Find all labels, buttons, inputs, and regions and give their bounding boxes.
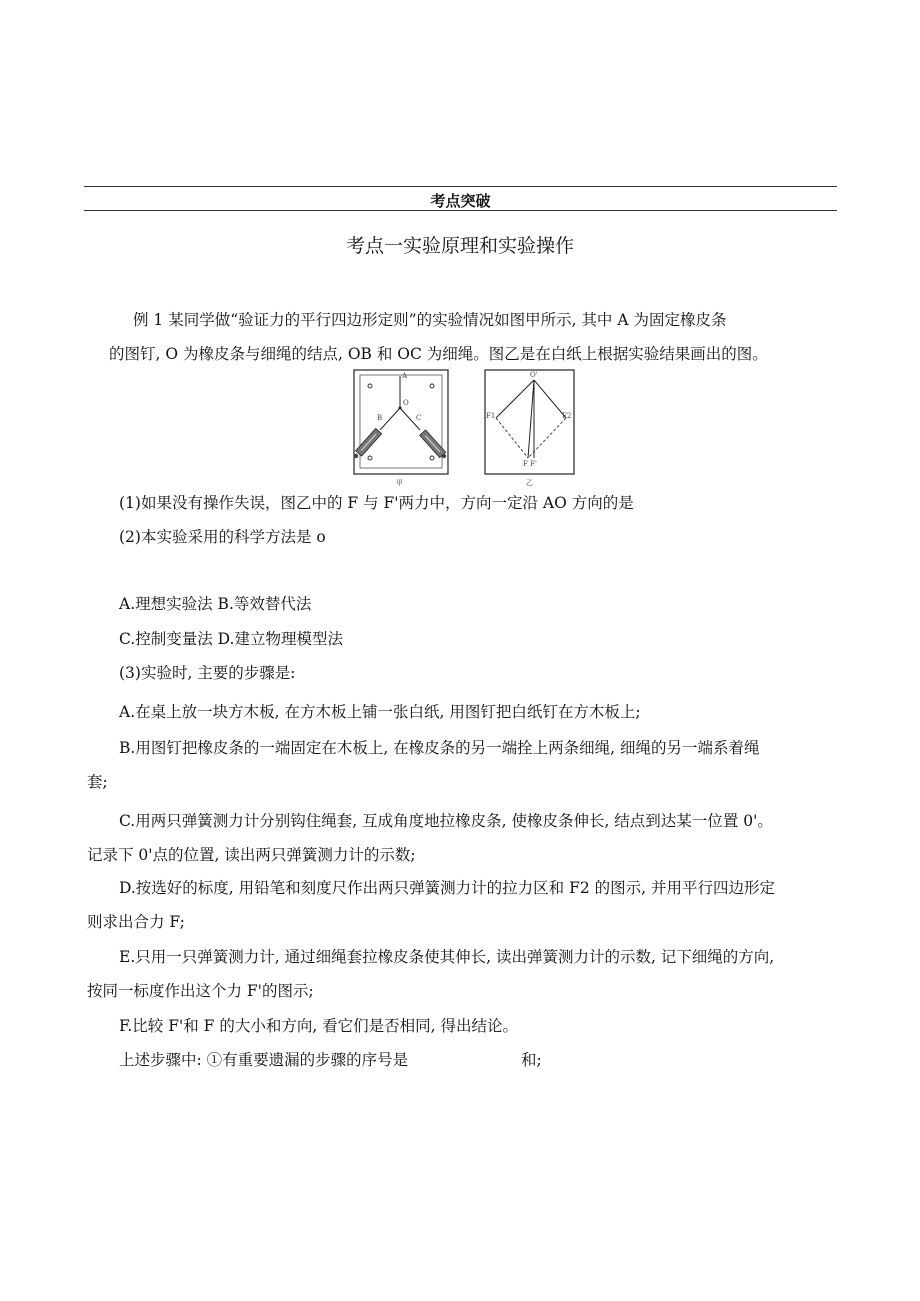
label-o: O [403,399,409,407]
summary-suffix: 和; [521,1051,542,1069]
figure-right [484,368,576,488]
options-line-2: C.控制变量法 D.建立物理模型法 [119,630,343,648]
step-f: F.比较 F'和 F 的大小和方向, 看它们是否相同, 得出结论。 [119,1017,519,1035]
intro-line-2: 的图钉, O 为橡皮条与细绳的结点, OB 和 OC 为细绳。图乙是在白纸上根据实验结果画出的图。 [109,345,768,363]
label-f2: F2 [562,412,572,420]
summary-prefix: 上述步骤中: ①有重要遗漏的步骤的序号是 [119,1051,409,1069]
section-title: 考点一实验原理和实验操作 [345,235,574,257]
question-1: (1)如果没有操作失误，图乙中的 F 与 F'两力中，方向一定沿 AO 方向的是 [119,494,634,512]
label-o-prime: O' [530,371,538,379]
options-line-1: A.理想实验法 B.等效替代法 [119,595,312,613]
step-e-line-1: E.只用一只弹簧测力计, 通过细绳套拉橡皮条使其伸长, 读出弹簧测力计的示数, 记下细绳的方向, [119,948,775,966]
header-bottom-rule [84,210,837,211]
section-header: 考点突破 [430,192,491,210]
step-c-line-2: 记录下 0'点的位置, 读出两只弹簧测力计的示数; [87,846,416,864]
step-b-line-2: 套; [87,773,108,791]
label-f1: F1 [486,412,496,420]
label-a: A [402,372,408,380]
label-c: C [416,414,422,422]
question-2: (2)本实验采用的科学方法是 o [119,528,326,546]
step-e-line-2: 按同一标度作出这个力 F'的图示; [87,982,314,1000]
step-c-line-1: C.用两只弹簧测力计分别钩住绳套, 互成角度地拉橡皮条, 使橡皮条伸长, 结点到达某一位置 0'。 [119,812,773,830]
intro-line-1: 例 1 某同学做“验证力的平行四边形定则”的实验情况如图甲所示, 其中 A 为固定橡皮条 [133,311,727,329]
question-3: (3)实验时, 主要的步骤是: [119,664,296,682]
figure-left [340,368,455,488]
label-f-fprime: F F' [523,460,537,468]
step-d-line-2: 则求出合力 F; [87,913,185,931]
figure-left-diagram [340,368,455,488]
header-top-rule [84,186,837,187]
figure-right-diagram [484,368,576,488]
step-d-line-1: D.按选好的标度, 用铅笔和刻度尺作出两只弹簧测力计的拉力区和 F2 的图示, 并用平行四边形定 [119,879,775,897]
figure-right-caption: 乙 [526,479,533,487]
step-a: A.在桌上放一块方木板, 在方木板上铺一张白纸, 用图钉把白纸钉在方木板上; [119,703,641,721]
label-b: B [377,414,383,422]
figure-left-caption: 甲 [396,479,403,487]
step-b-line-1: B.用图钉把橡皮条的一端固定在木板上, 在橡皮条的另一端拴上两条细绳, 细绳的另一端系着绳 [119,739,760,757]
